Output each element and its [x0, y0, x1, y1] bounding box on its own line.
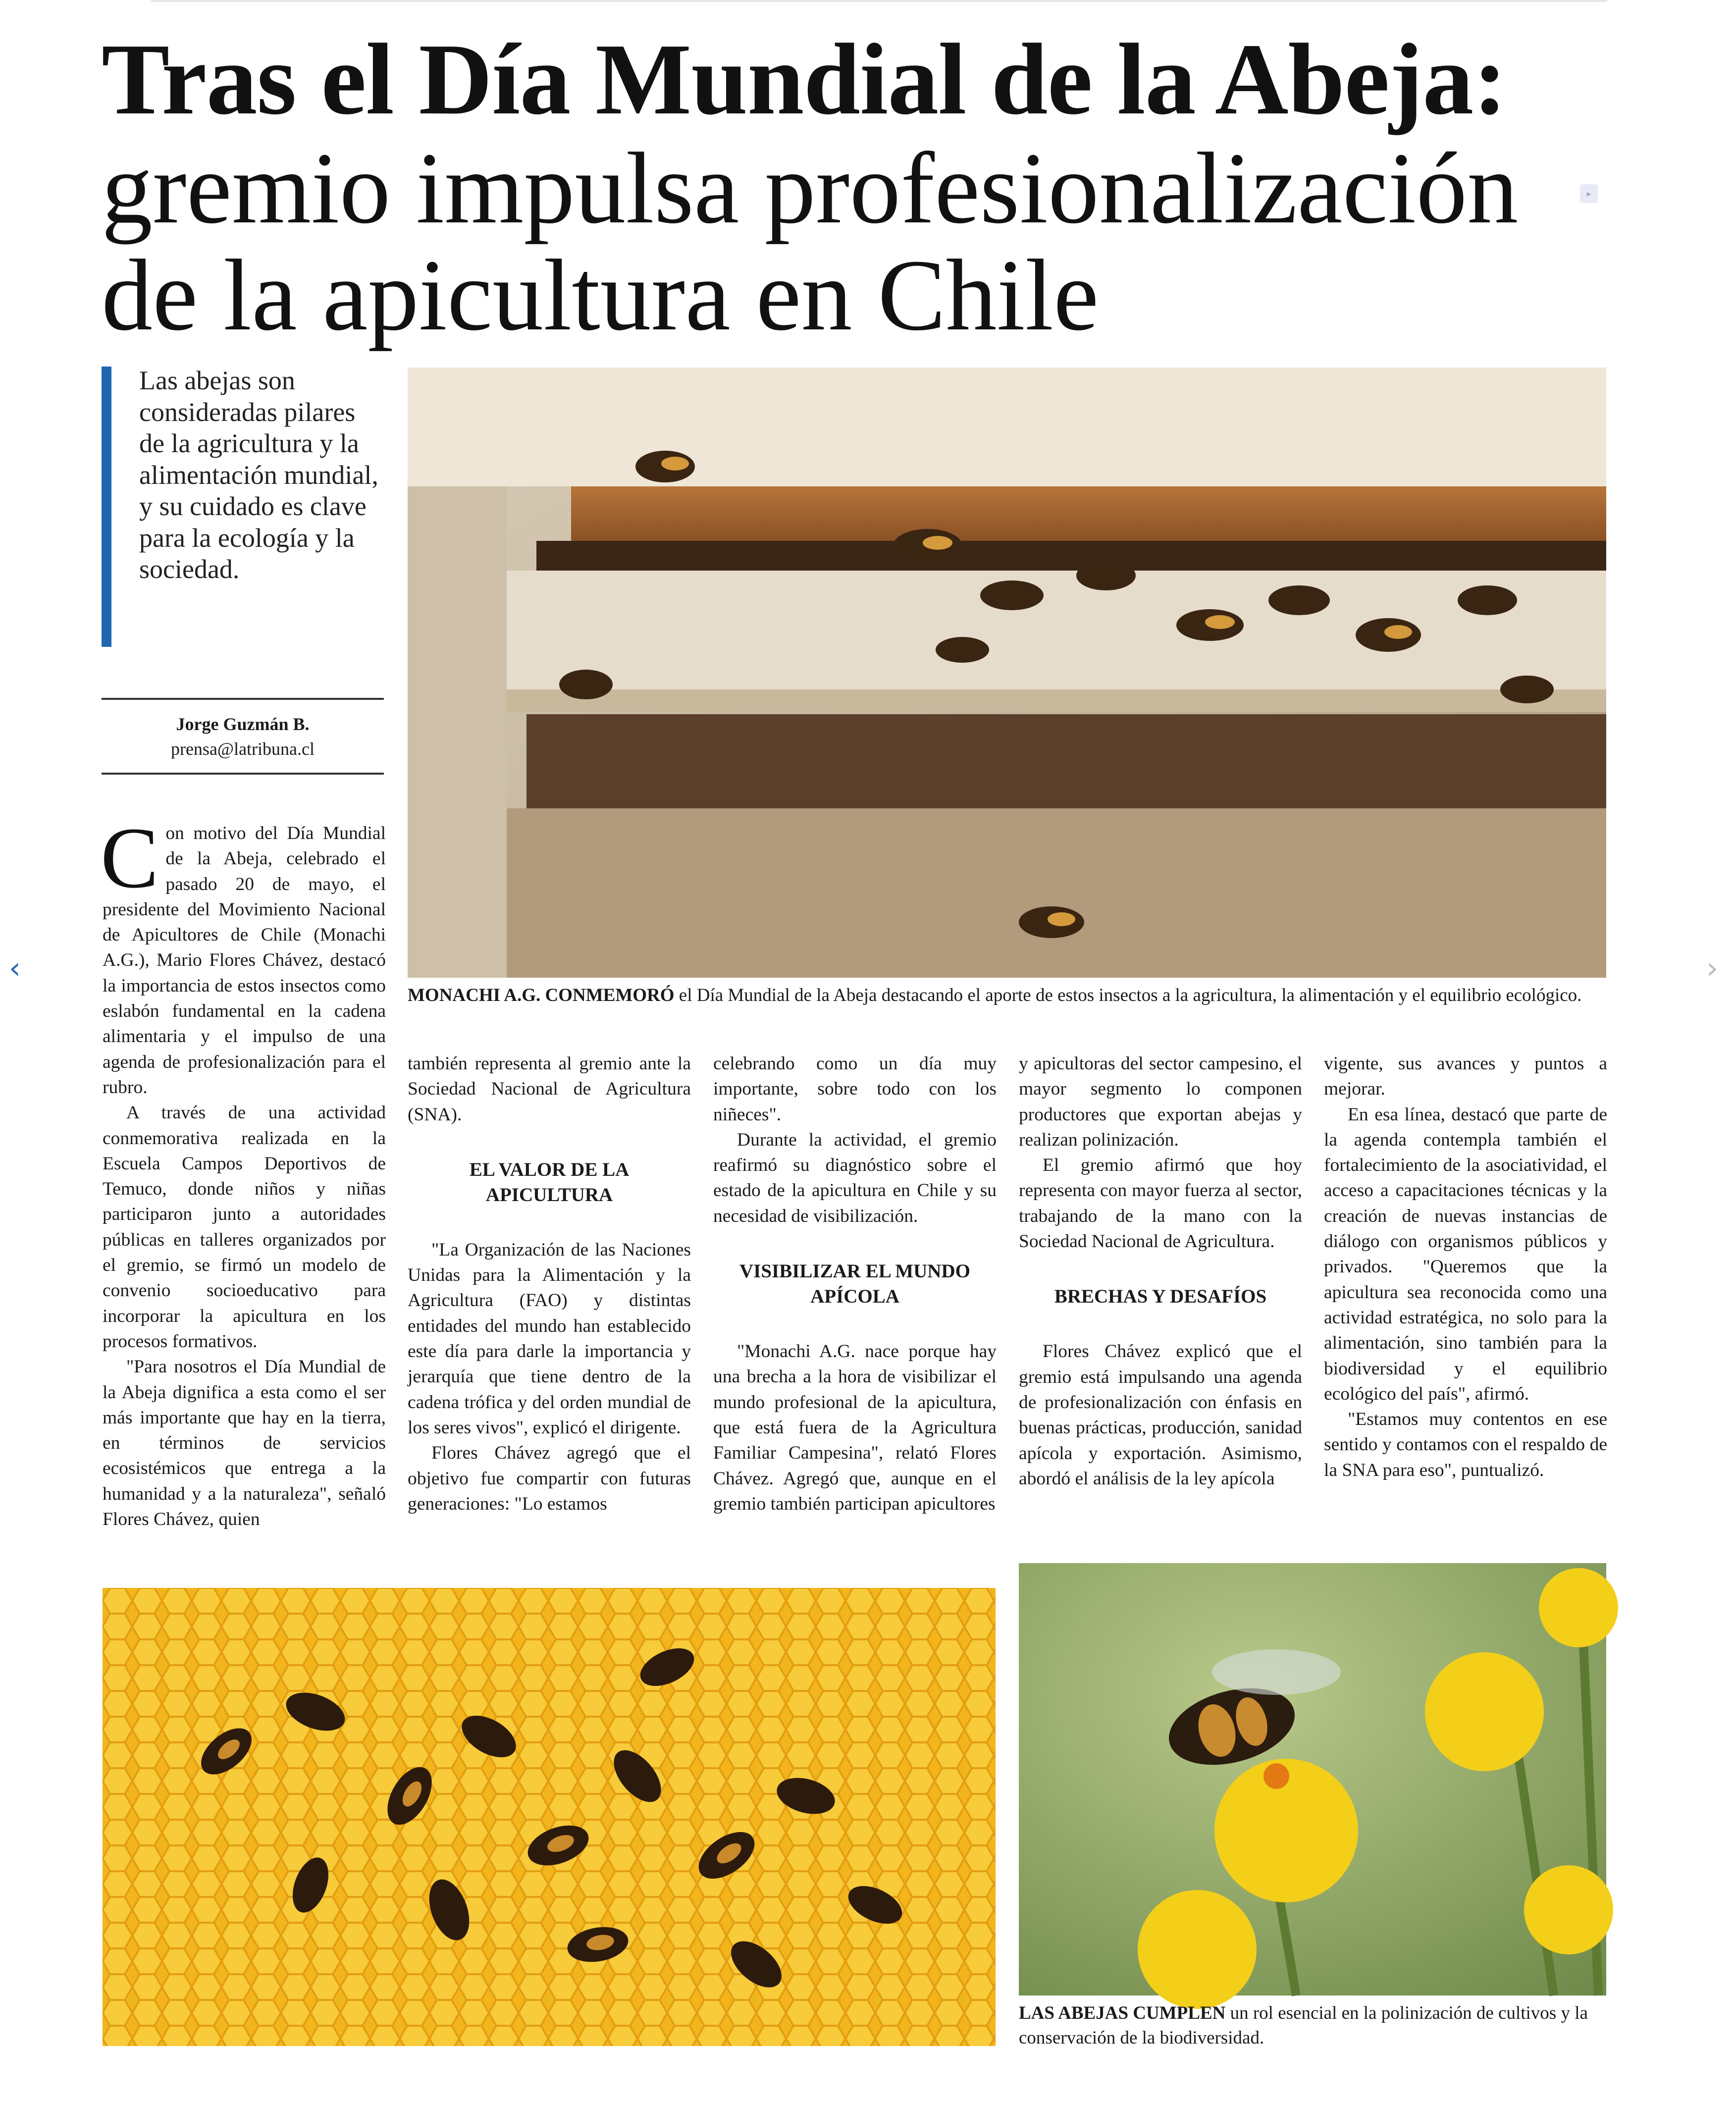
paragraph-6: Flores Chávez agregó que el objetivo fue compartir con futuras generaciones: "Lo estamos [408, 1443, 691, 1514]
top-rule [151, 0, 1607, 2]
paragraph-13: vigente, sus avances y puntos a mejorar. [1324, 1053, 1607, 1100]
paragraph-12: Flores Chávez explicó que el gremio está impulsando una agenda de profesionalización con énfasis en buenas prácticas, producción, sanidad apícola y exportación. Asimismo, abordó el análisis de la ley apícola [1019, 1341, 1302, 1489]
hive-photo-caption [408, 983, 1606, 1008]
paragraph-10: y apicultoras del sector campesino, el mayor segmento lo componen productores que exportan abejas y realizan polinización. [1019, 1053, 1302, 1150]
article-column-5 [1324, 1051, 1607, 1483]
hive-photo-art [408, 368, 1606, 978]
headline [102, 22, 1597, 352]
byline-rule-bottom [102, 773, 384, 775]
flower-caption-text: un rol esencial en la polinización de cultivos y la conservación de la biodiversidad. [1019, 2003, 1588, 2048]
honeycomb-photo [103, 1588, 996, 2046]
hive-caption-text: el Día Mundial de la Abeja destacando el aporte de estos insectos a la agricultura, la alimentación y el equilibrio ecológico. [674, 985, 1582, 1005]
paragraph-1: on motivo del Día Mundial de la Abeja, celebrado el pasado 20 de mayo, el presidente del Movimiento Nacional de Apicultores de Chile (Monachi A.G.), Mario Flores Chávez, destacó la importancia de estos insectos como eslabón fundamental en la cadena alimentaria y el impulso de una agenda de profesionalización para el rubro. [103, 823, 386, 1098]
chevron-right-icon[interactable]: › [1706, 951, 1718, 986]
hive-caption-lead: MONACHI A.G. CONMEMORÓ [408, 985, 675, 1005]
headline-line-1: Tras el Día Mundial de la Abeja: [102, 22, 1507, 136]
article-column-4 [1019, 1051, 1302, 1491]
byline-author: Jorge Guzmán B. [176, 714, 310, 734]
paragraph-3: "Para nosotros el Día Mundial de la Abeja dignifica a esta como el ser más importante que hay en la tierra, en términos de servicios ecosistémicos que entrega a la humanidad y a la naturaleza", señaló Flores Chávez, quien [103, 1357, 386, 1530]
paragraph-4: también representa al gremio ante la Sociedad Nacional de Agricultura (SNA). [408, 1053, 691, 1125]
subhead-brechas: BRECHAS Y DESAFÍOS [1054, 1286, 1267, 1308]
headline-line-2: gremio impulsa profesionalización [102, 131, 1519, 245]
paragraph-5: "La Organización de las Naciones Unidas para la Alimentación y la Agricultura (FAO) y distintas entidades del mundo han establecido este día para darle la importancia y jerarquía que tiene dentro de la cadena trófica y del orden mundial de los seres vivos", explicó el dirigente. [408, 1239, 691, 1438]
subhead-valor: EL VALOR DE LA APICULTURA [469, 1158, 630, 1206]
flower-photo-caption [1019, 2001, 1606, 2050]
paragraph-14: En esa línea, destacó que parte de la agenda contempla también el fortalecimiento de la asociatividad, el acceso a capacitaciones técnicas y la creación de nuevas instancias de diálogo con organismos públicos y privados. "Queremos que la apicultura sea reconocida como una actividad estratégica, no solo para la alimentación, sino también para la biodiversidad y el equilibrio ecológico del país", afirmó. [1324, 1104, 1607, 1404]
flower-photo-art [1019, 1563, 1606, 1996]
byline-email[interactable]: prensa@latribuna.cl [170, 739, 315, 759]
hive-photo [408, 368, 1606, 978]
paragraph-15: "Estamos muy contentos en ese sentido y contamos con el respaldo de la SNA para eso", puntualizó. [1324, 1409, 1607, 1480]
paragraph-8: Durante la actividad, el gremio reafirmó su diagnóstico sobre el estado de la apicultura en Chile y su necesidad de visibilización. [713, 1129, 997, 1226]
chevron-left-icon[interactable]: ‹ [9, 951, 21, 986]
article-column-3 [713, 1051, 997, 1517]
headline-line-3: de la apicultura en Chile [102, 238, 1099, 352]
subhead-visibilizar: VISIBILIZAR EL MUNDO APÍCOLA [739, 1261, 970, 1308]
paragraph-11: El gremio afirmó que hoy representa con mayor fuerza al sector, trabajando de la mano con la Sociedad Nacional de Agricultura. [1019, 1155, 1302, 1252]
byline-rule-top [102, 698, 384, 700]
paragraph-7: celebrando como un día muy importante, sobre todo con los niñeces". [713, 1053, 997, 1125]
paragraph-2: A través de una actividad conmemorativa realizada en la Escuela Campos Deportivos de Temuco, donde niños y niñas participaron junto a autoridades públicas en talleres organizados por el gremio, se firmó un modelo de convenio socioeducativo para incorporar la apicultura en los procesos formativos. [103, 1103, 386, 1352]
deck-accent-bar [102, 367, 111, 647]
article-column-2 [408, 1051, 691, 1517]
flower-photo [1019, 1563, 1606, 1996]
page-marker-icon[interactable]: ▸ [1580, 184, 1598, 203]
paragraph-9: "Monachi A.G. nace porque hay una brecha a la hora de visibilizar el mundo profesional de la apicultura, que está fuera de la Agricultura Familiar Campesina", relató Flores Chávez. Agregó que, aunque en el gremio también participan apicultores [713, 1341, 997, 1514]
drop-cap: C [101, 810, 159, 906]
honeycomb-photo-art [103, 1588, 996, 2046]
article-column-1 [101, 810, 386, 1532]
flower-caption-lead: LAS ABEJAS CUMPLEN [1019, 2003, 1226, 2023]
deck-summary: Las abejas son consideradas pilares de la agricultura y la alimentación mundial, y su cuidado es clave para la ecología y la sociedad. [139, 366, 378, 584]
